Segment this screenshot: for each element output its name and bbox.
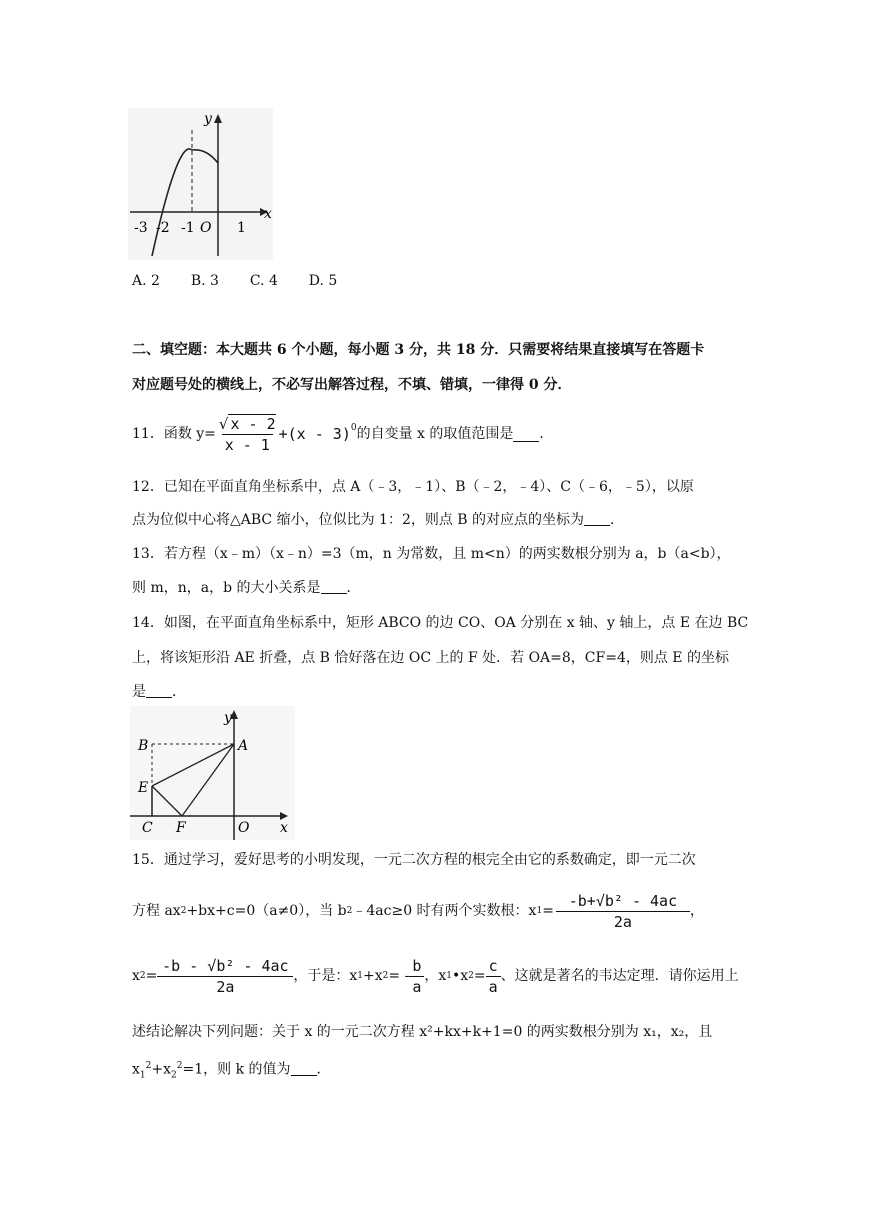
q15-text: +bx+c=0（a≠0），当 b	[186, 903, 347, 919]
question-14-line3	[132, 682, 186, 702]
sum-numerator: b	[412, 956, 422, 975]
parabola-graph	[128, 108, 273, 260]
q15-text: ﹣4ac≥0 时有两个实数根：x	[352, 903, 537, 919]
section-heading-line2: 对应题号处的横线上，不必写出解答过程，不填、错填，一律得 0 分．	[132, 377, 572, 393]
choice-b: B. 3	[190, 273, 219, 289]
q12-end: ．	[610, 512, 625, 528]
q14-end: ．	[172, 684, 186, 700]
x2-denominator: 2a	[157, 976, 293, 997]
product-denominator: a	[486, 976, 501, 997]
question-11	[132, 412, 553, 456]
q15-text: +x	[363, 968, 383, 984]
product-numerator: c	[488, 956, 498, 975]
q15-text: =1，则 k 的值为	[182, 1061, 291, 1078]
point-b-label: B	[138, 738, 149, 754]
question-14-line2: 上，将该矩形沿 AE 折叠，点 B 恰好落在边 OC 上的 F 处．若 OA=8，CF=4，则点 E 的坐标	[132, 650, 729, 666]
origin-label: O	[238, 820, 250, 836]
question-15-line5	[132, 1056, 331, 1085]
point-c-label: C	[142, 820, 153, 836]
subscript: 2	[468, 971, 474, 981]
q11-numerator: x - 2	[230, 414, 276, 433]
q11-exponent: 0	[350, 423, 357, 433]
q15-text: ，	[689, 903, 704, 919]
q15-text: ，于是：x	[293, 968, 358, 984]
q11-suffix: 的自变量 x 的取值范围是	[356, 426, 514, 442]
q15-text: +x	[151, 1061, 172, 1078]
x-axis-label: x	[280, 820, 288, 836]
subscript: 2	[171, 1070, 177, 1081]
q11-denominator: x - 1	[222, 434, 273, 455]
x1-denominator: 2a	[556, 911, 690, 932]
question-15-line3	[132, 950, 739, 1002]
subscript: 1	[357, 971, 364, 981]
question-13-line1: 13．若方程（x﹣m）（x﹣n）=3（m，n 为常数，且 m<n）的两实数根分别为 a，b（a<b），	[132, 546, 731, 562]
q13-text: 则 m，n，a，b 的大小关系是	[132, 580, 321, 596]
q15-text: •x	[451, 968, 469, 984]
q15-text: = -	[388, 968, 410, 984]
q15-text: =	[542, 903, 554, 919]
tick-label: -3	[134, 220, 148, 236]
question-13-line2	[132, 578, 361, 598]
answer-blank	[321, 579, 347, 594]
choice-a: A. 2	[132, 273, 160, 289]
superscript: 2	[180, 906, 187, 916]
q15-text: x	[132, 968, 140, 984]
rectangle-fold-graph	[130, 706, 295, 840]
answer-blank	[291, 1061, 317, 1076]
question-14-line1: 14．如图，在平面直角坐标系中，矩形 ABCO 的边 CO、OA 分别在 x 轴、y 轴上，点 E 在边 BC	[132, 615, 749, 631]
tick-label: -2	[156, 220, 170, 236]
choice-d: D. 5	[308, 273, 338, 289]
answer-blank	[146, 683, 172, 698]
q11-fraction: $\frac{√ x - 2}{x - 1}$	[218, 414, 276, 454]
superscript: 2	[346, 906, 353, 916]
superscript: 2	[176, 1061, 183, 1071]
x2-numerator: -b - √b² - 4ac	[162, 956, 289, 975]
subscript: 2	[139, 971, 146, 981]
subscript: 1	[446, 971, 452, 981]
q11-power-term: +(x - 3)	[278, 425, 351, 443]
sum-formula	[409, 956, 424, 997]
q11-prefix: 11．函数 y=	[132, 426, 216, 442]
point-a-label: A	[238, 738, 249, 754]
x1-formula	[556, 891, 690, 932]
superscript: 2	[145, 1061, 152, 1071]
q15-text: =	[145, 968, 158, 984]
question-15-line2	[132, 886, 704, 936]
q12-text: 点为位似中心将△ABC 缩小，位似比为 1：2，则点 B 的对应点的坐标为	[132, 512, 585, 528]
x-axis-label: x	[264, 206, 272, 222]
point-f-label: F	[176, 820, 186, 836]
subscript: 1	[536, 906, 543, 916]
x2-formula	[157, 956, 293, 997]
y-axis-label: y	[204, 111, 212, 127]
q11-end: ．	[539, 426, 554, 442]
q15-end: ．	[316, 1061, 331, 1078]
product-formula	[486, 956, 501, 997]
answer-choices	[132, 271, 337, 291]
q14-text: 是	[132, 684, 146, 700]
answer-blank	[584, 511, 610, 526]
choice-c: C. 4	[249, 273, 278, 289]
q15-text: x	[132, 1061, 140, 1078]
question-15-line1: 15．通过学习，爱好思考的小明发现，一元二次方程的根完全由它的系数确定，即一元二次	[132, 852, 696, 868]
graph-background	[128, 108, 273, 260]
q15-text: 、这就是著名的韦达定理．请你运用上	[500, 968, 739, 984]
q15-text: 方程 ax	[132, 903, 181, 919]
y-axis-label: y	[224, 710, 232, 726]
answer-blank	[513, 427, 539, 442]
point-e-label: E	[138, 780, 149, 796]
question-15-line4: 述结论解决下列问题：关于 x 的一元二次方程 x²+kx+k+1=0 的两实数根分别为 x₁，x₂，且	[132, 1024, 713, 1040]
q15-text: ，x	[424, 968, 447, 984]
q15-text: =	[473, 968, 486, 984]
x1-numerator: -b+√b² - 4ac	[568, 891, 678, 910]
section-heading-line1: 二、填空题：本大题共 6 个小题，每小题 3 分，共 18 分．只需要将结果直接填写在答题卡	[132, 342, 705, 358]
q13-end: ．	[346, 580, 361, 596]
subscript: 2	[382, 971, 389, 981]
subscript: 1	[139, 1070, 146, 1081]
sum-denominator: a	[409, 976, 424, 997]
question-12-line1: 12．已知在平面直角坐标系中，点 A（﹣3，﹣1）、B（﹣2，﹣4）、C（﹣6，﹣5），以原	[132, 479, 694, 495]
tick-label: 1	[237, 220, 246, 236]
tick-label: -1	[181, 220, 195, 236]
origin-label: O	[200, 220, 212, 236]
question-12-line2	[132, 510, 624, 530]
